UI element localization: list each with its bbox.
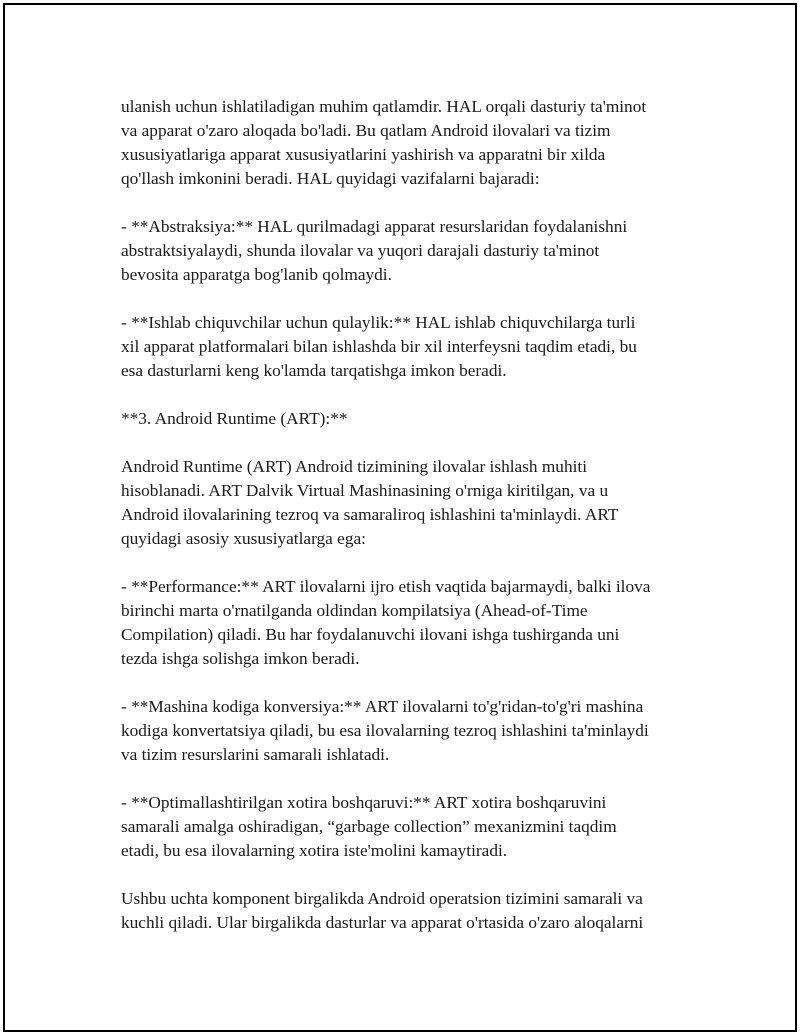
paragraph-gap [121, 287, 721, 311]
paragraph-gap [121, 383, 721, 407]
text-line: kodiga konvertatsiya qiladi, bu esa ilovalarning tezroq ishlashini ta'minlaydi [121, 721, 649, 740]
text-line: Compilation) qiladi. Bu har foydalanuvchi ilovani ishga tushirganda uni [121, 625, 620, 644]
text-line: **3. Android Runtime (ART):** [121, 409, 348, 428]
bullet-abstraksiya [121, 215, 721, 287]
bullet-mashina-kodiga [121, 695, 721, 767]
text-line: - **Ishlab chiquvchilar uchun qulaylik:** HAL ishlab chiquvchilarga turli [121, 313, 636, 332]
text-line: - **Optimallashtirilgan xotira boshqaruvi:** ART xotira boshqaruvini [121, 793, 607, 812]
text-line: kuchli qiladi. Ular birgalikda dasturlar va apparat o'rtasida o'zaro aloqalarni [121, 913, 644, 932]
text-line: hisoblanadi. ART Dalvik Virtual Mashinasining o'rniga kiritilgan, va u [121, 481, 609, 500]
text-line: Android Runtime (ART) Android tizimining ilovalar ishlash muhiti [121, 457, 587, 476]
text-line: va tizim resurslarini samarali ishlatadi. [121, 745, 390, 764]
text-line: - **Abstraksiya:** HAL qurilmadagi apparat resurslaridan foydalanishni [121, 217, 628, 236]
bullet-xotira-boshqaruvi [121, 791, 721, 863]
paragraph-conclusion [121, 887, 721, 935]
text-line: samarali amalga oshiradigan, “garbage collection” mexanizmini taqdim [121, 817, 617, 836]
heading-android-runtime [121, 407, 721, 431]
bullet-ishlab-chiquvchilar [121, 311, 721, 383]
paragraph-art-intro [121, 455, 721, 551]
paragraph-gap [121, 551, 721, 575]
text-line: quyidagi asosiy xususiyatlarga ega: [121, 529, 366, 548]
text-line: qo'llash imkonini beradi. HAL quyidagi vazifalarni bajaradi: [121, 169, 540, 188]
bullet-performance [121, 575, 721, 671]
text-line: tezda ishga solishga imkon beradi. [121, 649, 360, 668]
text-line: xususiyatlariga apparat xususiyatlarini yashirish va apparatni bir xilda [121, 145, 606, 164]
text-line: birinchi marta o'rnatilganda oldindan kompilatsiya (Ahead-of-Time [121, 601, 588, 620]
text-line: etadi, bu esa ilovalarning xotira iste'molini kamaytiradi. [121, 841, 508, 860]
text-line: abstraktsiyalaydi, shunda ilovalar va yuqori darajali dasturiy ta'minot [121, 241, 600, 260]
text-line: va apparat o'zaro aloqada bo'ladi. Bu qatlam Android ilovalari va tizim [121, 121, 611, 140]
page-frame [3, 3, 797, 1032]
paragraph-gap [121, 431, 721, 455]
paragraph-gap [121, 863, 721, 887]
text-line: bevosita apparatga bog'lanib qolmaydi. [121, 265, 392, 284]
text-line: Android ilovalarining tezroq va samaraliroq ishlashini ta'minlaydi. ART [121, 505, 619, 524]
paragraph-gap [121, 671, 721, 695]
text-line: esa dasturlarni keng ko'lamda tarqatishga imkon beradi. [121, 361, 507, 380]
text-line: ulanish uchun ishlatiladigan muhim qatlamdir. HAL orqali dasturiy ta'minot [121, 97, 647, 116]
paragraph-gap [121, 191, 721, 215]
text-line: Ushbu uchta komponent birgalikda Android operatsion tizimini samarali va [121, 889, 643, 908]
text-line: xil apparat platformalari bilan ishlashda bir xil interfeysni taqdim etadi, bu [121, 337, 637, 356]
text-line: - **Performance:** ART ilovalarni ijro etish vaqtida bajarmaydi, balki ilova [121, 577, 651, 596]
paragraph-gap [121, 767, 721, 791]
text-line: - **Mashina kodiga konversiya:** ART ilovalarni to'g'ridan-to'g'ri mashina [121, 697, 644, 716]
paragraph-hal-intro [121, 95, 721, 191]
page-body [121, 95, 721, 935]
